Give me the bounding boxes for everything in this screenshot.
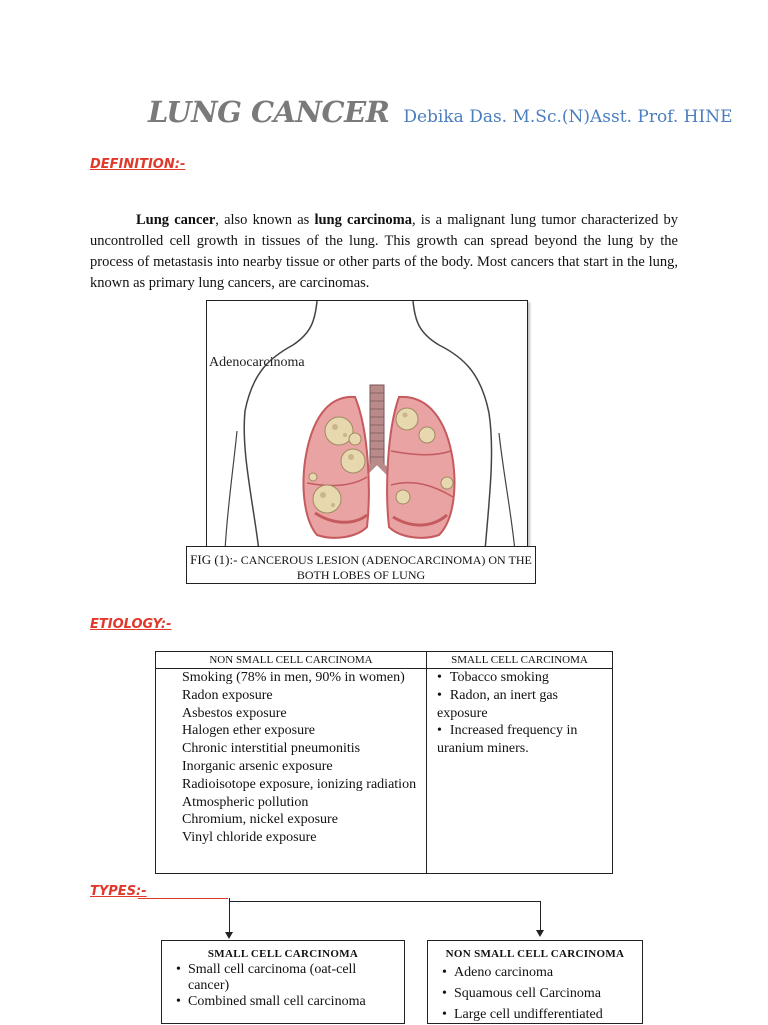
- list-item: Asbestos exposure: [182, 705, 287, 721]
- non-small-cell-box: [427, 940, 643, 1024]
- figure-label: Adenocarcinoma: [209, 355, 305, 370]
- title-row: [148, 95, 733, 129]
- author-line: Debika Das. M.Sc.(N)Asst. Prof. HINE: [403, 107, 733, 127]
- small-cell-title: SMALL CELL CARCINOMA: [207, 948, 359, 960]
- page-title: LUNG CANCER: [148, 95, 390, 129]
- arm-right: [499, 433, 515, 551]
- list-item: Chromium, nickel exposure: [182, 812, 338, 828]
- list-item: • Radon, an inert gas exposure: [437, 687, 606, 723]
- etiology-table: [155, 651, 613, 874]
- list-item: Halogen ether exposure: [182, 723, 315, 739]
- definition-heading: DEFINITION:-: [90, 157, 186, 172]
- non-small-cell-list: [428, 962, 642, 1025]
- list-item: Vinyl chloride exposure: [182, 830, 317, 846]
- figure-caption: [186, 546, 536, 584]
- nsclc-causes-cell: [156, 669, 427, 874]
- lung-illustration: [207, 301, 527, 551]
- list-item: Chronic interstitial pneumonitis: [182, 741, 361, 757]
- small-cell-box: [161, 940, 405, 1024]
- arm-left: [225, 431, 237, 551]
- col-header-sclc: SMALL CELL CARCINOMA: [427, 652, 613, 669]
- list-item: Smoking (78% in men, 90% in women): [182, 670, 405, 685]
- list-item: • Increased frequency in uranium miners.: [437, 722, 606, 758]
- definition-text-1: , also known as: [215, 211, 315, 228]
- lung-figure: [206, 300, 528, 552]
- list-item: • Small cell carcinoma (oat-cell cancer): [176, 962, 398, 994]
- list-item: Radioisotope exposure, ionizing radiation: [182, 776, 417, 792]
- arrow-down-icon: [225, 932, 233, 939]
- types-underline: [138, 898, 228, 899]
- list-item: Atmospheric pollution: [182, 794, 309, 810]
- connector-right: [540, 901, 541, 931]
- caption-lead: FIG (1):-: [190, 552, 241, 567]
- term-lung-cancer: Lung cancer: [136, 211, 216, 228]
- types-heading: TYPES:-: [90, 884, 147, 899]
- definition-paragraph: [90, 210, 678, 294]
- list-item: Radon exposure: [182, 687, 273, 703]
- caption-text: CANCEROUS LESION (ADENOCARCINOMA) ON THE BOTH LOBES OF LUNG: [240, 553, 532, 582]
- list-item: • Adeno carcinoma: [442, 962, 636, 983]
- col-header-nsclc: NON SMALL CELL CARCINOMA: [156, 652, 427, 669]
- non-small-cell-title: NON SMALL CELL CARCINOMA: [445, 948, 625, 960]
- arrow-down-icon: [536, 930, 544, 937]
- etiology-heading: ETIOLOGY:-: [90, 617, 172, 632]
- list-item: Inorganic arsenic exposure: [182, 758, 333, 774]
- sclc-causes-list: [433, 669, 612, 758]
- definition-text-2: , is a malignant lung tumor characterized by uncontrolled cell growth in tissues of the lung. This growth can spread beyond the lung by the process of metastasis into nearby tissue or other parts of the body. Most cancers that start in the lung, known as primary lung cancers, are carcinomas.: [90, 211, 679, 291]
- connector-left: [229, 898, 230, 934]
- nsclc-causes-list: [162, 669, 426, 847]
- term-lung-carcinoma: lung carcinoma: [314, 211, 412, 228]
- list-item: • Tobacco smoking: [437, 669, 606, 687]
- list-item: • Large cell undifferentiated: [442, 1004, 636, 1025]
- sclc-causes-cell: [427, 669, 613, 874]
- connector-horizontal: [229, 901, 540, 902]
- list-item: • Combined small cell carcinoma: [176, 994, 398, 1010]
- list-item: • Squamous cell Carcinoma: [442, 983, 636, 1004]
- small-cell-list: [162, 962, 404, 1010]
